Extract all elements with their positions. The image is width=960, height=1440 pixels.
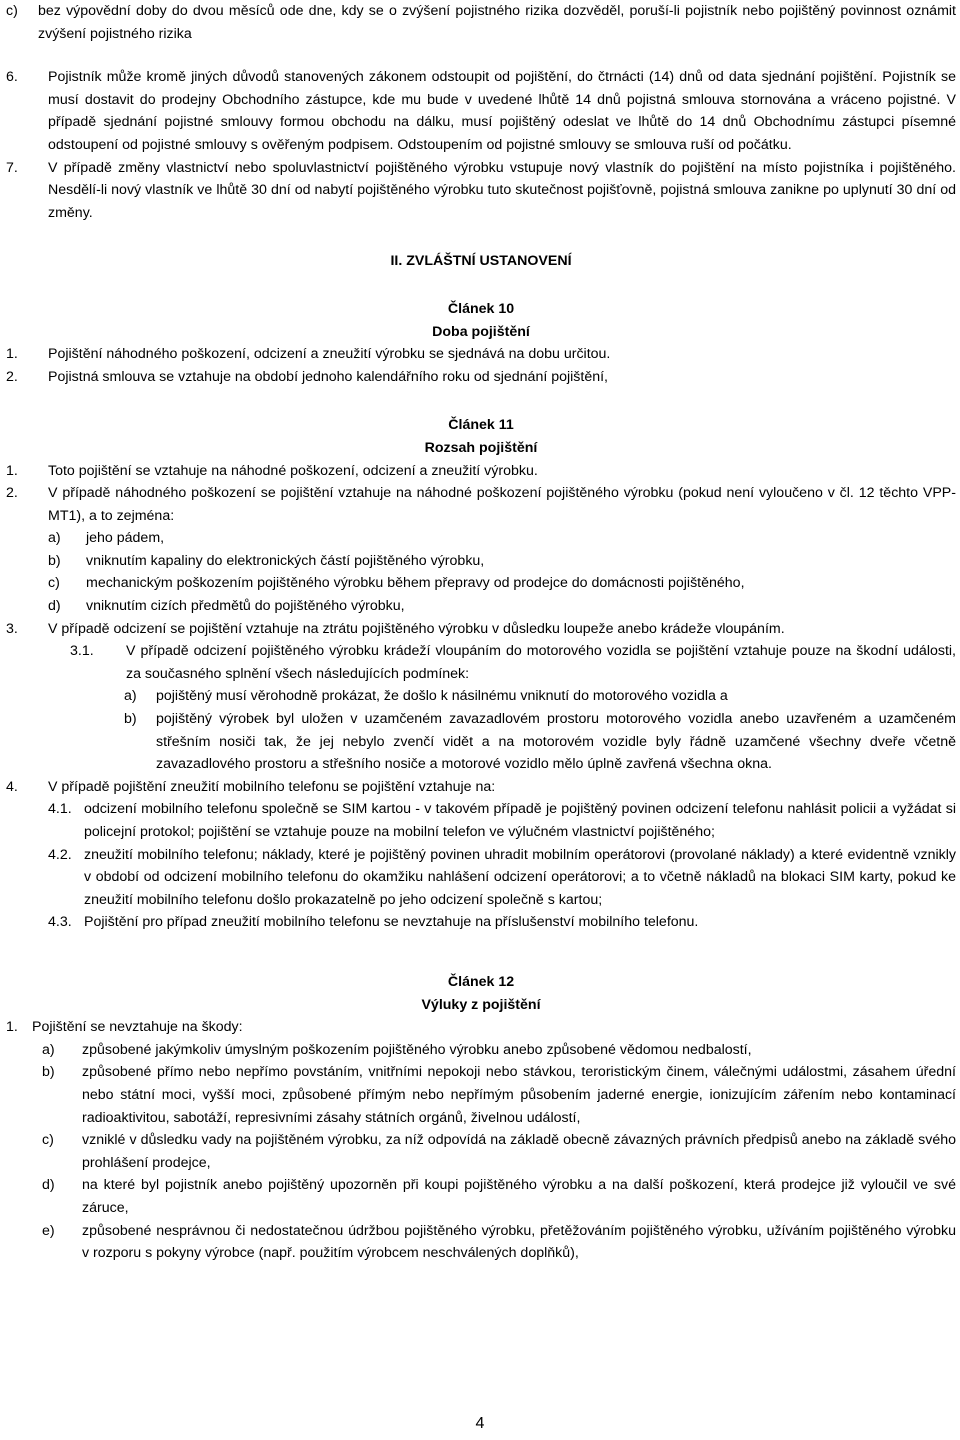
item-text: V případě změny vlastnictví nebo spoluvlastnictví pojištěného výrobku vstupuje nový vlastník do pojištění na místo pojistníka i pojištěného. Nesdělí-li nový vlastník ve lhůtě 30 dní od nabytí pojištěného výrobku tuto skutečnost pojišťovně, pojistná smlouva zanikne po uplynutí 30 dní od změny. [48, 159, 956, 221]
list-item [6, 595, 956, 618]
item-text: Pojistník může kromě jiných důvodů stanovených zákonem odstoupit od pojištění, do čtrnácti (14) dnů od data sjednání pojištění. Pojistník se musí dostavit do prodejny Obchodního zástupce, kde mu bude v uvedené lhůtě 14 dnů pojistná smlouva stornována a vráceno pojistné. V případě sjednání pojistné smlouvy formou obchodu na dálku, musí pojištěný odeslat ve lhůtě do 14 dnů Obchodnímu zástupci písemné odstoupení od pojistné smlouvy s ověřeným podpisem. Odstoupením od pojistné smlouvy se smlouva ruší od počátku. [48, 69, 956, 153]
item-text: jeho pádem, [86, 530, 165, 547]
item-label: c) [48, 575, 60, 592]
article-subtitle: Rozsah pojištění [424, 439, 538, 456]
list-item [6, 708, 956, 776]
list-item [6, 1061, 956, 1129]
item-text: V případě náhodného poškození se pojištění vztahuje na náhodné poškození pojištěného výrobku (pokud není vyloučeno v čl. 12 těchto VPP-MT1), a to zejména: [48, 485, 956, 524]
item-label: a) [124, 688, 137, 705]
item-text: bez výpovědní doby do dvou měsíců ode dne, kdy se o zvýšení pojistného rizika dozvěděl, poruší-li pojistník nebo pojištěný povinnost oznámit zvýšení pojistného rizika [38, 3, 956, 42]
list-item [6, 1174, 956, 1219]
list-item [6, 1129, 956, 1174]
item-text: V případě odcizení pojištěného výrobku krádeží vloupáním do motorového vozidla se pojištění vztahuje pouze na škodní události, za současného splnění všech následujících podmínek: [126, 643, 956, 682]
article-subtitle: Doba pojištění [432, 323, 530, 340]
item-text: mechanickým poškozením pojištěného výrobku během přepravy od prodejce do domácnosti pojištěného, [86, 575, 745, 592]
page-number: 4 [475, 1415, 485, 1432]
item-label: 6. [6, 69, 18, 86]
article-subtitle: Výluky z pojištění [421, 996, 541, 1013]
item-text: zneužití mobilního telefonu; náklady, které je pojištěný povinen uhradit mobilním operátorovi (provolané náklady) a které evidentně vznikly v období od odcizení mobilního telefonu do okamžiku nahlášení odcizení operátorovi; a to včetně nákladů na blokaci SIM karty, pokud ke zneužití mobilního telefonu došlo prokazatelně po jeho odcizení společně s kartou; [84, 846, 956, 908]
list-item [6, 0, 956, 45]
item-label: e) [42, 1222, 55, 1239]
item-label: 1. [6, 462, 18, 479]
part-title: II. ZVLÁŠTNÍ USTANOVENÍ [390, 253, 572, 270]
item-label: a) [48, 530, 61, 547]
item-label: 4.3. [48, 914, 72, 931]
item-text: způsobené jakýmkoliv úmyslným poškozením pojištěného výrobku anebo způsobené vědomou nedbalostí, [82, 1041, 752, 1058]
item-text: na které byl pojistník anebo pojištěný upozorněn při koupi pojištěného výrobku a na další poškození, která prodejce již vyloučil ve své záruce, [82, 1177, 956, 1216]
article-title: Článek 12 [447, 973, 515, 990]
item-label: c) [6, 3, 18, 19]
list-item [6, 550, 956, 573]
list-item [6, 482, 956, 527]
item-text: způsobené přímo nebo nepřímo povstáním, vnitřními nepokoji nebo stávkou, teroristickým činem, válečnými událostmi, zásahem úřední nebo státní moci, vyšší moci, způsobené přímým nebo nepřímým působením jaderné energie, ionizujícím zářením nebo kontaminací radioaktivitou, sabotáží, represivními zásahy státních orgánů, živelnou událostí, [82, 1064, 956, 1126]
item-label: 7. [6, 159, 18, 176]
list-item [6, 460, 956, 483]
document-page [6, 0, 956, 1265]
item-text: odcizení mobilního telefonu společně se SIM kartou - v takovém případě je pojištěný povinen odcizení telefonu nahlásit policii a vyžádat si policejní protokol; pojištění se vztahuje pouze na mobilní telefon ve výlučném vlastnictví pojištěného; [84, 801, 956, 840]
item-text: pojištěný musí věrohodně prokázat, že došlo k násilnému vniknutí do motorového vozidla a [156, 688, 728, 705]
item-label: 1. [6, 346, 18, 363]
item-label: 2. [6, 485, 18, 502]
item-text: vzniklé v důsledku vady na pojištěném výrobku, za níž odpovídá na základě obecně závazných právních předpisů anebo na základě svého prohlášení prodejce, [82, 1132, 956, 1171]
list-item [6, 157, 956, 225]
item-label: d) [42, 1177, 55, 1194]
item-label: c) [42, 1132, 54, 1149]
list-item [6, 66, 956, 156]
item-text: Pojistná smlouva se vztahuje na období jednoho kalendářního roku od sjednání pojištění, [48, 368, 608, 385]
item-text: Pojištění náhodného poškození, odcizení a zneužití výrobku se sjednává na dobu určitou. [48, 346, 611, 363]
item-label: b) [124, 711, 137, 728]
item-label: 4. [6, 778, 18, 795]
list-item [6, 844, 956, 912]
item-label: 4.2. [48, 846, 72, 863]
list-item [6, 1016, 956, 1039]
item-text: způsobené nesprávnou či nedostatečnou údržbou pojištěného výrobku, přetěžováním pojištěného výrobku, užíváním pojištěného výrobku v rozporu s pokyny výrobce (např. použitím výrobcem neschválených doplňků), [82, 1222, 956, 1262]
article-title: Článek 10 [447, 300, 515, 317]
list-item [6, 618, 956, 641]
item-label: 3.1. [70, 643, 94, 660]
item-label: 1. [6, 1019, 18, 1036]
list-item [6, 640, 956, 685]
item-label: d) [48, 598, 61, 615]
list-item [6, 343, 956, 366]
item-text: pojištěný výrobek byl uložen v uzamčeném zavazadlovém prostoru motorového vozidla anebo uzavřeném a uzamčeném střešním nosiči tak, že jej nebylo zvenčí vidět a na motorovém vozidle byly řádně uzamčené všechny dveře včetně zavazadlového prostoru a střešního nosiče a motorové vozidlo mělo úplně zavřená všechna okna. [156, 711, 956, 773]
list-item [6, 1039, 956, 1062]
list-item [6, 685, 956, 708]
item-label: 3. [6, 620, 18, 637]
item-text: V případě odcizení se pojištění vztahuje na ztrátu pojištěného výrobku v důsledku loupeže anebo krádeže vloupáním. [48, 620, 785, 637]
item-text: Pojištění se nevztahuje na škody: [32, 1019, 243, 1036]
item-label: a) [42, 1041, 55, 1058]
list-item [6, 527, 956, 550]
list-item [6, 572, 956, 595]
item-text: Toto pojištění se vztahuje na náhodné poškození, odcizení a zneužití výrobku. [48, 462, 538, 479]
list-item [6, 798, 956, 843]
item-text: V případě pojištění zneužití mobilního telefonu se pojištění vztahuje na: [48, 778, 496, 795]
item-label: b) [42, 1064, 55, 1081]
list-item [6, 366, 956, 389]
list-item [6, 1220, 956, 1265]
item-text: vniknutím kapaliny do elektronických částí pojištěného výrobku, [86, 552, 485, 569]
list-item [6, 776, 956, 799]
item-text: Pojištění pro případ zneužití mobilního telefonu se nevztahuje na příslušenství mobilního telefonu. [84, 914, 699, 931]
item-label: 2. [6, 368, 18, 385]
item-label: 4.1. [48, 801, 72, 818]
item-text: vniknutím cizích předmětů do pojištěného výrobku, [86, 598, 405, 615]
article-title: Článek 11 [448, 417, 514, 434]
item-label: b) [48, 552, 61, 569]
list-item [6, 911, 956, 934]
